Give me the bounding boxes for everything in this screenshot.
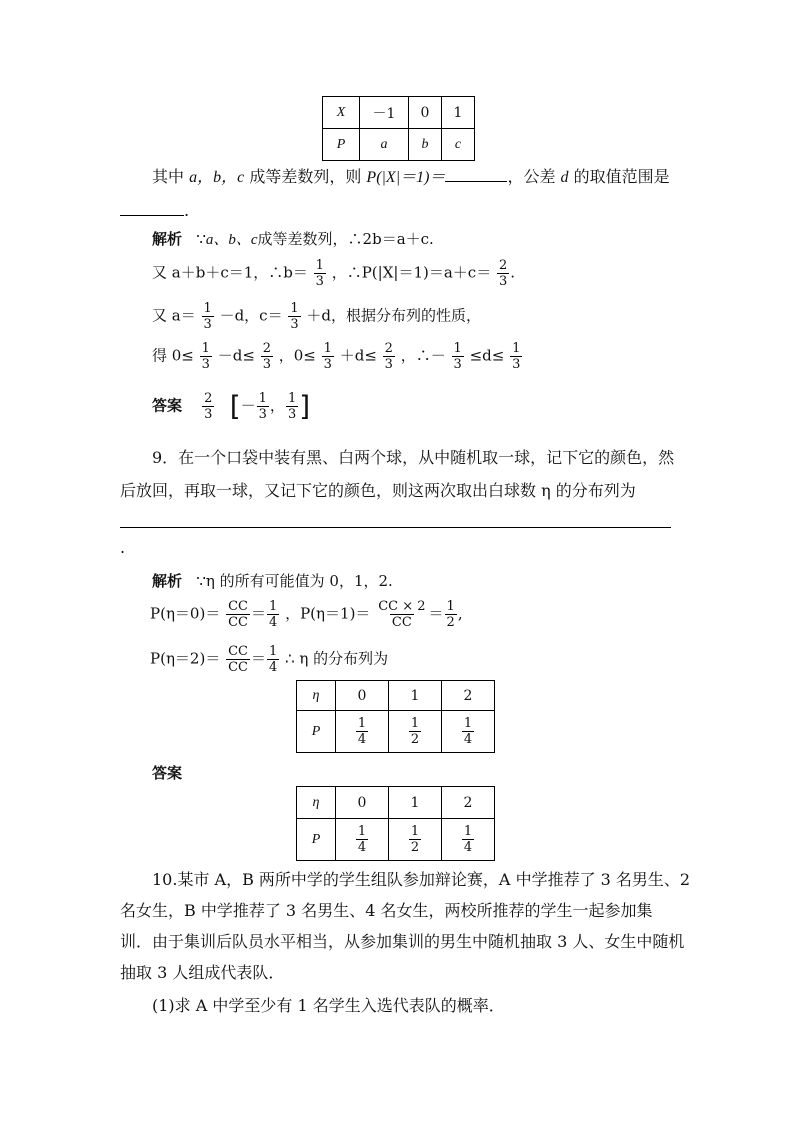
denominator: 3	[498, 274, 508, 289]
denominator: 3	[453, 357, 462, 372]
table-cell: 1	[389, 681, 442, 711]
fraction	[409, 717, 421, 746]
denominator: 4	[357, 732, 367, 747]
table-cell	[442, 819, 495, 861]
sol9-line3	[150, 645, 388, 674]
fraction	[462, 825, 474, 854]
table-cell: 0	[336, 787, 389, 819]
q9-line2: 后放回，再取一球，又记下它的颜色，则这两次取出白球数 η 的分布列为	[120, 481, 636, 500]
table-row	[323, 97, 475, 129]
text: P(η＝0)＝	[150, 604, 221, 623]
text: ，P(η＝1)＝	[285, 604, 371, 623]
table-row	[297, 711, 495, 753]
table-cell: P	[297, 711, 336, 753]
numerator: 1	[203, 301, 212, 316]
denominator: 3	[258, 407, 267, 422]
text: ，∴－	[400, 346, 446, 365]
numerator: 1	[357, 716, 367, 731]
numerator: 1	[453, 341, 462, 356]
denominator: 3	[384, 357, 393, 372]
right-bracket: ]	[299, 389, 311, 423]
table-cell: a	[360, 129, 409, 161]
fraction	[497, 259, 509, 288]
numerator: 2	[384, 341, 393, 356]
denominator: 3	[262, 357, 271, 372]
sol8-line4	[152, 342, 523, 371]
distribution-table-eta-answer	[296, 786, 495, 861]
table-row	[297, 681, 495, 711]
answer-blank	[120, 215, 184, 216]
q9-line1: 9．在一个口袋中装有黑、白两个球，从中随机取一球，记下它的颜色，然	[152, 448, 675, 467]
answer-label: 答案	[152, 396, 183, 415]
denominator: CC	[391, 615, 412, 630]
fraction	[261, 342, 273, 371]
sol9-line1	[152, 574, 393, 589]
table-cell	[442, 711, 495, 753]
text: d	[560, 169, 569, 186]
table-cell: 1	[389, 787, 442, 819]
numerator: CC	[228, 644, 249, 659]
fraction	[267, 600, 279, 629]
distribution-table-x	[322, 96, 475, 161]
fraction	[376, 600, 427, 629]
numerator: 1	[201, 341, 210, 356]
text: 得 0≤	[152, 346, 194, 365]
text: P(|X|＝1)＝	[366, 169, 446, 186]
table-row	[323, 129, 475, 161]
text: ∵η 的所有可能值为 0，1，2.	[196, 572, 393, 590]
text: 又 a＋b＋c＝1，∴b＝	[152, 263, 308, 282]
text: ∴ η 的分布列为	[285, 649, 389, 668]
fraction	[452, 342, 464, 371]
left-bracket: [	[229, 389, 241, 423]
numerator: 1	[269, 599, 278, 614]
sol8-answer: 答案 $\frac{2}{3}$ [－ $\frac{1}{3}$ ， $\frac{1}{3}$ ]	[152, 389, 311, 423]
numerator: 1	[315, 258, 324, 273]
denominator: 3	[315, 274, 324, 289]
answer-blank-line	[120, 527, 671, 528]
numerator: 1	[287, 391, 297, 406]
text: ＝	[428, 604, 444, 623]
numerator: 2	[204, 391, 213, 406]
denominator: CC	[228, 615, 249, 630]
denominator: 4	[463, 732, 473, 747]
fraction	[257, 392, 269, 421]
answer-label: 答案	[152, 764, 183, 782]
table-cell: 0	[409, 97, 442, 129]
q10-sub1: (1)求 A 中学至少有 1 名学生入选代表队的概率．	[152, 996, 505, 1015]
q8-line2	[120, 203, 189, 219]
numerator: 1	[290, 301, 299, 316]
fraction	[202, 302, 214, 331]
text: ，公差	[507, 167, 556, 186]
text: ≤d≤	[469, 346, 505, 365]
fraction	[356, 825, 368, 854]
q8-line1	[152, 169, 670, 186]
fraction	[383, 342, 395, 371]
numerator: 1	[410, 824, 420, 839]
numerator: 1	[410, 716, 420, 731]
fraction	[462, 717, 474, 746]
numerator: 1	[512, 341, 521, 356]
text: ＝	[251, 649, 267, 668]
denominator: 3	[287, 407, 297, 422]
fraction	[267, 645, 279, 674]
q9-line3: .	[120, 538, 126, 557]
solution-label: 解析	[152, 572, 183, 590]
denominator: 4	[269, 660, 278, 675]
fraction	[288, 302, 300, 331]
fraction	[409, 825, 421, 854]
text: 又 a＝	[152, 306, 196, 325]
text: ，0≤	[278, 346, 316, 365]
table-row	[297, 819, 495, 861]
distribution-table-eta	[296, 680, 495, 753]
text: ,	[457, 604, 463, 623]
text: －d，c＝	[219, 306, 283, 325]
table-cell: X	[323, 97, 360, 129]
fraction	[322, 342, 334, 371]
numerator: 1	[357, 824, 367, 839]
numerator: 1	[269, 644, 278, 659]
table-cell: 1	[442, 97, 475, 129]
text: a，b，c	[189, 169, 245, 186]
denominator: 3	[204, 407, 213, 422]
denominator: 3	[512, 357, 521, 372]
table-cell	[389, 819, 442, 861]
denominator: 3	[203, 317, 212, 332]
fraction	[226, 645, 250, 674]
fraction	[314, 259, 326, 288]
text: ＋d≤	[339, 346, 377, 365]
text: 其中	[152, 167, 185, 186]
denominator: 2	[410, 840, 420, 855]
fraction	[286, 392, 298, 421]
denominator: 2	[446, 615, 455, 630]
denominator: CC	[228, 660, 249, 675]
fraction	[226, 600, 250, 629]
fraction	[445, 600, 457, 629]
table-cell: －1	[360, 97, 409, 129]
denominator: 2	[410, 732, 420, 747]
sol9-answer-label	[152, 766, 182, 781]
numerator: 1	[323, 341, 332, 356]
numerator: CC	[228, 599, 249, 614]
text: ，∴P(|X|＝1)＝a＋c＝	[331, 263, 492, 282]
table-cell: P	[323, 129, 360, 161]
table-cell: c	[442, 129, 475, 161]
table-cell: η	[297, 787, 336, 819]
table-cell: η	[297, 681, 336, 711]
numerator: CC × 2	[378, 599, 426, 614]
denominator: 4	[357, 840, 367, 855]
table-cell	[336, 711, 389, 753]
fraction	[202, 392, 214, 421]
text: 成等差数列，则	[249, 167, 362, 186]
q10-line1: 10.某市 A，B 两所中学的学生组队参加辩论赛，A 中学推荐了 3 名男生、2	[152, 870, 691, 889]
text: .	[184, 201, 190, 220]
numerator: 2	[262, 341, 271, 356]
sol9-line2	[150, 600, 463, 629]
denominator: 3	[201, 357, 210, 372]
table-cell	[389, 711, 442, 753]
q10-line4: 抽取 3 人组成代表队．	[120, 963, 285, 982]
text: 成等差数列，∴2b＝a＋c.	[257, 230, 434, 248]
text: ＋d，根据分布列的性质，	[306, 306, 482, 325]
solution-label: 解析	[152, 230, 183, 248]
table-cell: b	[409, 129, 442, 161]
text: ∵	[196, 230, 206, 248]
table-cell: P	[297, 819, 336, 861]
table-row	[297, 787, 495, 819]
text: －d≤	[217, 346, 255, 365]
text: ＝	[251, 604, 267, 623]
numerator: 1	[463, 716, 473, 731]
fraction	[356, 717, 368, 746]
text: P(η＝2)＝	[150, 649, 221, 668]
sol8-line1	[152, 232, 434, 248]
text: .	[510, 263, 516, 282]
text: 的取值范围是	[573, 167, 670, 186]
answer-blank	[445, 181, 507, 182]
table-cell: 2	[442, 787, 495, 819]
sol8-line2	[152, 259, 515, 288]
text: a、b、c	[205, 232, 258, 248]
q10-line2: 名女生，B 中学推荐了 3 名男生、4 名女生，两校所推荐的学生一起参加集	[120, 901, 653, 920]
denominator: 3	[323, 357, 332, 372]
numerator: 1	[258, 391, 267, 406]
denominator: 4	[463, 840, 473, 855]
sol8-line3	[152, 302, 481, 331]
q10-line3: 训．由于集训后队员水平相当，从参加集训的男生中随机抽取 3 人、女生中随机	[120, 932, 685, 951]
table-cell: 0	[336, 681, 389, 711]
numerator: 2	[498, 258, 508, 273]
fraction	[200, 342, 212, 371]
fraction	[510, 342, 522, 371]
numerator: 1	[463, 824, 473, 839]
denominator: 3	[290, 317, 299, 332]
table-cell	[336, 819, 389, 861]
numerator: 1	[446, 599, 455, 614]
denominator: 4	[269, 615, 278, 630]
text: ，	[269, 396, 285, 415]
table-cell: 2	[442, 681, 495, 711]
